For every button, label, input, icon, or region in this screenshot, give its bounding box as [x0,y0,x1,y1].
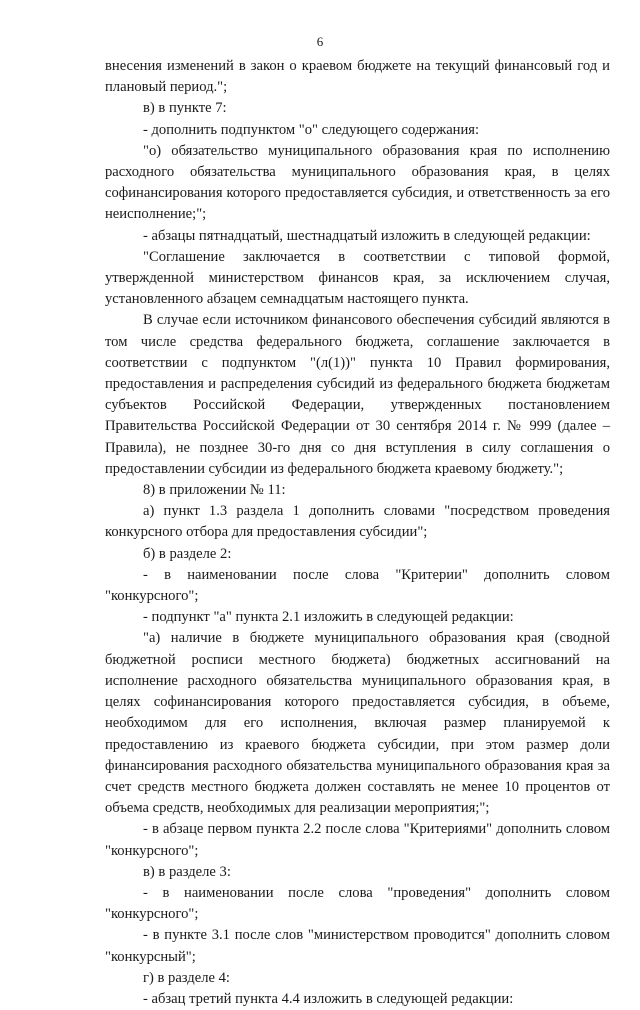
paragraph-8: 8) в приложении № 11: [143,482,286,499]
paragraph-11: - в наименовании после слова "Критерии" дополнить словом "конкурсного"; [105,566,610,605]
paragraph-2: в) в пункте 7: [143,100,227,117]
paragraph-10: б) в разделе 2: [143,545,232,562]
paragraph-3: - дополнить подпунктом "о" следующего содержания: [143,121,480,138]
paragraph-4: "о) обязательство муниципального образования края по исполнению расходного обязательства муниципального образования края, в целях софинансирования которого предоставляется субсидия, и ответственность за его неисполнение;"; [105,142,610,223]
paragraph-9: а) пункт 1.3 раздела 1 дополнить словами "посредством проведения конкурсного отбора для предоставления субсидии"; [105,503,610,541]
paragraph-15: в) в разделе 3: [143,863,231,880]
paragraph-1: внесения изменений в закон о краевом бюджете на текущий финансовый год и плановый период."; [105,58,610,96]
paragraph-12: - подпункт "а" пункта 2.1 изложить в следующей редакции: [143,609,514,626]
paragraph-18: г) в разделе 4: [143,969,230,986]
paragraph-13: "а) наличие в бюджете муниципального образования края (сводной бюджетной росписи местного бюджета) бюджетных ассигнований на исполнение расходного обязательства муниципального образования края, в целях софинансирования которого предоставляется субсидия, в объеме, необходимом для его исполнения, включая размер планируемой к предоставлению из краевого бюджета субсидии, при этом размер доли финансирования расходного обязательства муниципального образования края за счет средств местного бюджета должен составлять не менее 10 процентов от объема средств, необходимых для реализации мероприятия;"; [105,630,610,817]
document-body [105,56,610,1010]
paragraph-19: - абзац третий пункта 4.4 изложить в следующей редакции: [143,990,514,1007]
paragraph-7: В случае если источником финансового обеспечения субсидий являются в том числе средства федерального бюджета, соглашение заключается в соответствии с подпунктом "(л(1))" пункта 10 Правил формирования, предоставления и распределения субсидий из федерального бюджета бюджетам субъектов Российской Федерации, утвержденных постановлением Правительства Российской Федерации от 30 сентября 2014 г. № 999 (далее – Правила), не позднее 30-го дня со дня вступления в силу соглашения о предоставлении субсидии из федерального бюджета краевому бюджету."; [105,312,610,477]
paragraph-5: - абзацы пятнадцатый, шестнадцатый изложить в следующей редакции: [143,227,591,244]
page-number: 6 [316,34,324,49]
paragraph-6: "Соглашение заключается в соответствии с типовой формой, утвержденной министерством финансов края, за исключением случая, установленного абзацем семнадцатым настоящего пункта. [105,248,610,308]
paragraph-17: - в пункте 3.1 после слов "министерством проводится" дополнить словом "конкурсный"; [105,927,610,965]
paragraph-14: - в абзаце первом пункта 2.2 после слова "Критериями" дополнить словом "конкурсного"; [105,821,610,859]
paragraph-16: - в наименовании после слова "проведения" дополнить словом "конкурсного"; [105,884,610,923]
